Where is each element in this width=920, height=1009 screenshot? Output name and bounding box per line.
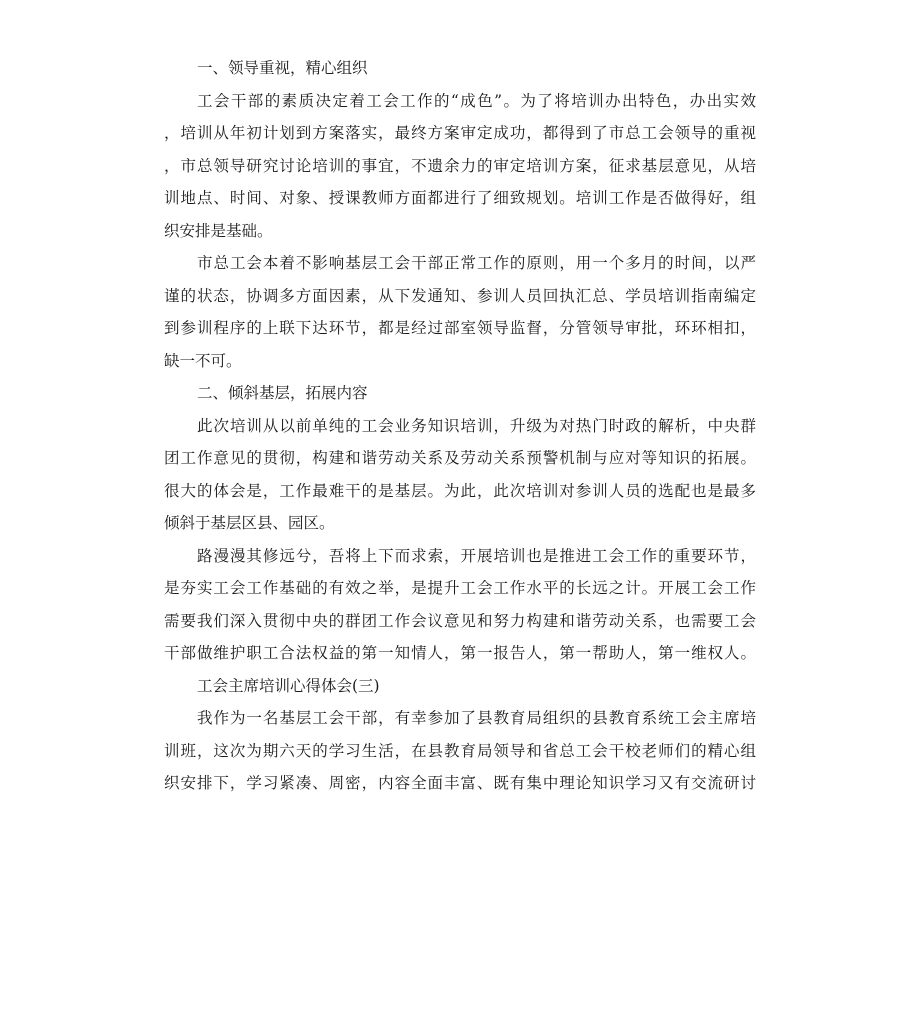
paragraph-line: 是夯实工会工作基础的有效之举，是提升工会工作水平的长远之计。开展工会工作 bbox=[164, 579, 756, 597]
paragraph-line: 织安排下，学习紧凑、周密，内容全面丰富、既有集中理论知识学习又有交流研讨 bbox=[164, 774, 756, 792]
paragraph-line: 工会干部的素质决定着工会工作的“成色”。为了将培训办出特色，办出实效 bbox=[197, 91, 756, 110]
section-heading-1: 一、领导重视，精心组织 bbox=[197, 59, 368, 77]
paragraph-line: ，市总领导研究讨论培训的事宜，不遗余力的审定培训方案，征求基层意见，从培 bbox=[164, 156, 756, 175]
section-title: 工会主席培训心得体会(三) bbox=[197, 676, 380, 695]
paragraph-line: ，培训从年初计划到方案落实，最终方案审定成功，都得到了市总工会领导的重视 bbox=[164, 124, 756, 142]
paragraph-line: 训班，这次为期六天的学习生活，在县教育局领导和省总工会干校老师们的精心组 bbox=[164, 741, 756, 760]
paragraph-line: 路漫漫其修远兮，吾将上下而求索，开展培训也是推进工会工作的重要环节， bbox=[197, 546, 756, 565]
paragraph-line: 谨的状态，协调多方面因素，从下发通知、参训人员回执汇总、学员培训指南编定 bbox=[164, 286, 756, 305]
paragraph-line: 我作为一名基层工会干部，有幸参加了县教育局组织的县教育系统工会主席培 bbox=[197, 709, 756, 727]
document-body bbox=[164, 52, 756, 800]
paragraph-line: 市总工会本着不影响基层工会干部正常工作的原则，用一个多月的时间，以严 bbox=[197, 254, 756, 272]
paragraph-line: 干部做维护职工合法权益的第一知情人，第一报告人，第一帮助人，第一维权人。 bbox=[164, 644, 756, 662]
paragraph-line: 到参训程序的上联下达环节，都是经过部室领导监督，分管领导审批，环环相扣， bbox=[164, 319, 756, 337]
paragraph-line: 此次培训从以前单纯的工会业务知识培训，升级为对热门时政的解析，中央群 bbox=[197, 416, 756, 435]
paragraph-line: 织安排是基础。 bbox=[164, 221, 273, 240]
paragraph-line: 倾斜于基层区县、园区。 bbox=[164, 514, 335, 532]
paragraph-line: 缺一不可。 bbox=[164, 351, 242, 370]
paragraph-line: 需要我们深入贯彻中央的群团工作会议意见和努力构建和谐劳动关系，也需要工会 bbox=[164, 611, 756, 630]
paragraph-line: 训地点、时间、对象、授课教师方面都进行了细致规划。培训工作是否做得好，组 bbox=[164, 189, 756, 207]
paragraph-line: 很大的体会是，工作最难干的是基层。为此，此次培训对参训人员的选配也是最多 bbox=[164, 481, 756, 500]
paragraph-line: 团工作意见的贯彻，构建和谐劳动关系及劳动关系预警机制与应对等知识的拓展。 bbox=[164, 449, 756, 467]
section-heading-2: 二、倾斜基层，拓展内容 bbox=[197, 384, 368, 402]
